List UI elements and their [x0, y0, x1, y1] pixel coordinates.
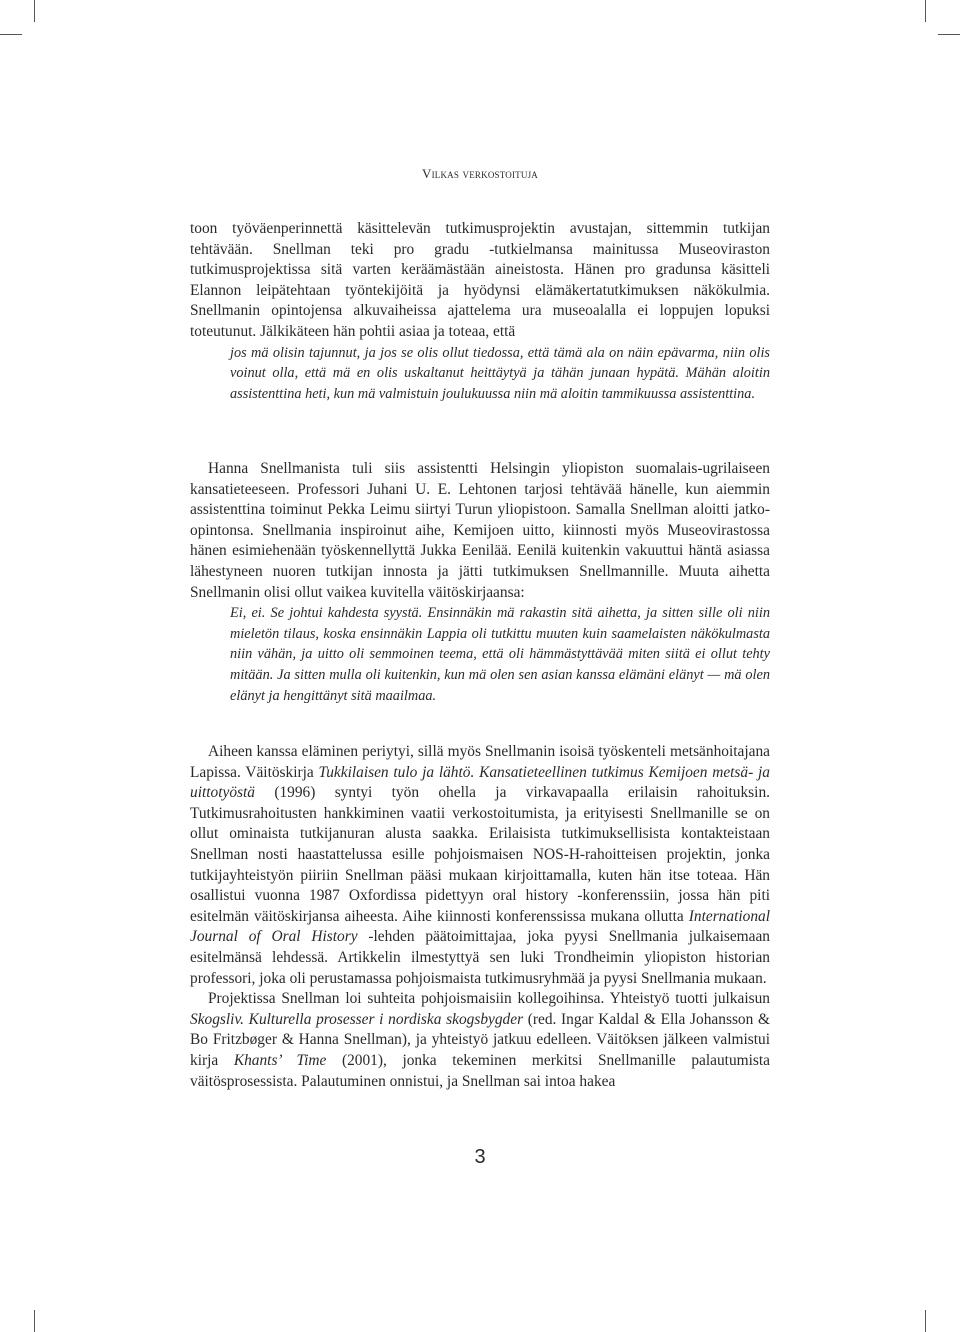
- crop-mark-bottom-left-vertical: [34, 1310, 35, 1332]
- crop-mark-top-right-horizontal: [938, 34, 960, 35]
- paragraph-3-text-e: -lehden päätoimittajaa, joka pyysi Snellmania julkaisemaan esitelmänsä lehdessä. Artikkelin ilmestyttyä sen luki Trondheimin yliopiston historian professori, joka oli perustamassa pohjoismaista tutkimusryhmää ja pyysi Snellmania mukaan.: [190, 928, 770, 987]
- book-title: Khants’ Time: [233, 1051, 327, 1069]
- thesis-title: Tukkilaisen tulo ja lähtö. Kansatieteellinen tutkimus Kemijoen metsä- ja uittotyöstä: [190, 763, 770, 802]
- paragraph-2: Hanna Snellmanista tuli siis assistentti Helsingin yliopiston suomalais-ugrilaiseen kansatieteeseen. Professori Juhani U. E. Lehtonen tarjosi tehtävää hänelle, kun aiemmin assistenttina toiminut Pekka Leimu siirtyi Turun yliopistoon. Samalla Snellman aloitti jatko-opintonsa. Snellmania inspiroinut aihe, Kemijoen uitto, kiinnosti myös Museovirastossa hänen esimiehenään työskennellyttä Jukka Eenilää. Eenilä kuitenkin vakuuttui häntä asiassa lähestyneen nuoren tutkijan innosta ja jätti tutkimuksen Snellmannille. Muuta aihetta Snellmanin olisi ollut vaikea kuvitella väitöskirjaansa:: [190, 460, 770, 601]
- body-text: [190, 219, 770, 404]
- journal-title: International Journal of Oral History: [190, 907, 770, 946]
- paragraph-3-text-c: (1996) syntyi työn ohella ja virkavapaalla erilaisin rahoituksin. Tutkimusrahoitusten hankkiminen vaatii verkostoitumista, ja erityisesti Snellmanille se on ollut ominaista tutkijanuran alusta saakka. Erilaisista tutkimuksellisista kontakteistaan Snellman nosti haastattelussa esille pohjoismaisen NOS-H-rahoitteisen projektin, jonka tutkijayhteistyön piiriin Snellman pääsi mukaan kirjoittamalla, kuten hän itse toteaa. Hän osallistui vuonna 1987 Oxfordissa pidettyyn oral history -konferenssiin, jossa hän piti esitelmän väitöskirjansa aiheesta. Aihe kiinnosti konferenssissa mukana ollutta: [190, 784, 770, 925]
- paragraph-4: [190, 989, 770, 1092]
- paragraph-1: toon työväenperinnettä käsittelevän tutkimusprojektin avustajan, sittemmin tutkijan tehtävään. Snellman teki pro gradu -tutkielmansa mainitussa Museoviraston tutkimusprojektissa sitä varten keräämästään aineistosta. Hänen pro gradunsa käsitteli Elannon leipätehtaan työntekijöitä ja hyödynsi elämäkertatutkimuksen näkökulmia. Snellmanin opintojensa alkuvaiheissa ajattelema ura museoalalla ei loppujen lopuksi toteutunut. Jälkikäteen hän pohtii asiaa ja toteaa, että: [190, 220, 770, 340]
- crop-mark-top-left-vertical: [34, 0, 35, 22]
- page-number: 3: [474, 1146, 486, 1168]
- paragraph-4-text-a: Projektissa Snellman loi suhteita pohjoismaisiin kollegoihinsa. Yhteistyö tuotti julkaisun: [208, 990, 770, 1008]
- crop-mark-top-right-vertical: [925, 0, 926, 22]
- block-quote-1: jos mä olisin tajunnut, ja jos se olis ollut tiedossa, että tämä ala on näin epävarma, niin olis voinut olla, että mä en olis uskaltanut heittäytyä ja tähän junaan hypätä. Mähän aloitin assistenttina heti, kun mä valmistuin joulukuussa niin mä aloitin tammikuussa assistenttina.: [230, 344, 770, 402]
- paragraph-4-text-e: (2001), jonka tekeminen merkitsi Snellmanille palautumista väitösprosessista. Palautuminen onnistui, ja Snellman sai intoa hakea: [190, 1051, 770, 1090]
- body-text-3: [190, 742, 770, 1092]
- body-text-2: [190, 459, 770, 706]
- paragraph-4-text-c: (red. Ingar Kaldal & Ella Johansson & Bo Fritzbøger & Hanna Snellman), ja yhteistyö jatkuu edelleen. Väitöksen jälkeen valmistui kirja: [190, 1010, 770, 1069]
- block-quote-2: Ei, ei. Se johtui kahdesta syystä. Ensinnäkin mä rakastin sitä aihetta, ja sitten sille oli niin mieletön tilaus, koska ensinnäkin Lappia oli tutkittu muuten kuin saamelaisten näkökulmasta niin vähän, ja uitto oli semmoinen teema, että oli hämmästyttävää miten siitä ei ollut tehty mitään. Ja sitten mulla oli kuitenkin, kun mä olen sen asian kanssa elämäni elänyt — mä olen elänyt ja hengittänyt sitä maailmaa.: [230, 605, 770, 704]
- crop-mark-bottom-right-vertical: [925, 1310, 926, 1332]
- running-head: Vilkas verkostoituja: [422, 166, 538, 181]
- crop-mark-top-left-horizontal: [0, 34, 22, 35]
- publication-title: Skogsliv. Kulturella prosesser i nordiska skogsbygder: [190, 1010, 524, 1028]
- paragraph-3: [190, 742, 770, 989]
- paragraph-3-text-a: Aiheen kanssa eläminen periytyi, sillä myös Snellmanin isoisä työskenteli metsänhoitajana Lapissa. Väitöskirja: [190, 743, 770, 781]
